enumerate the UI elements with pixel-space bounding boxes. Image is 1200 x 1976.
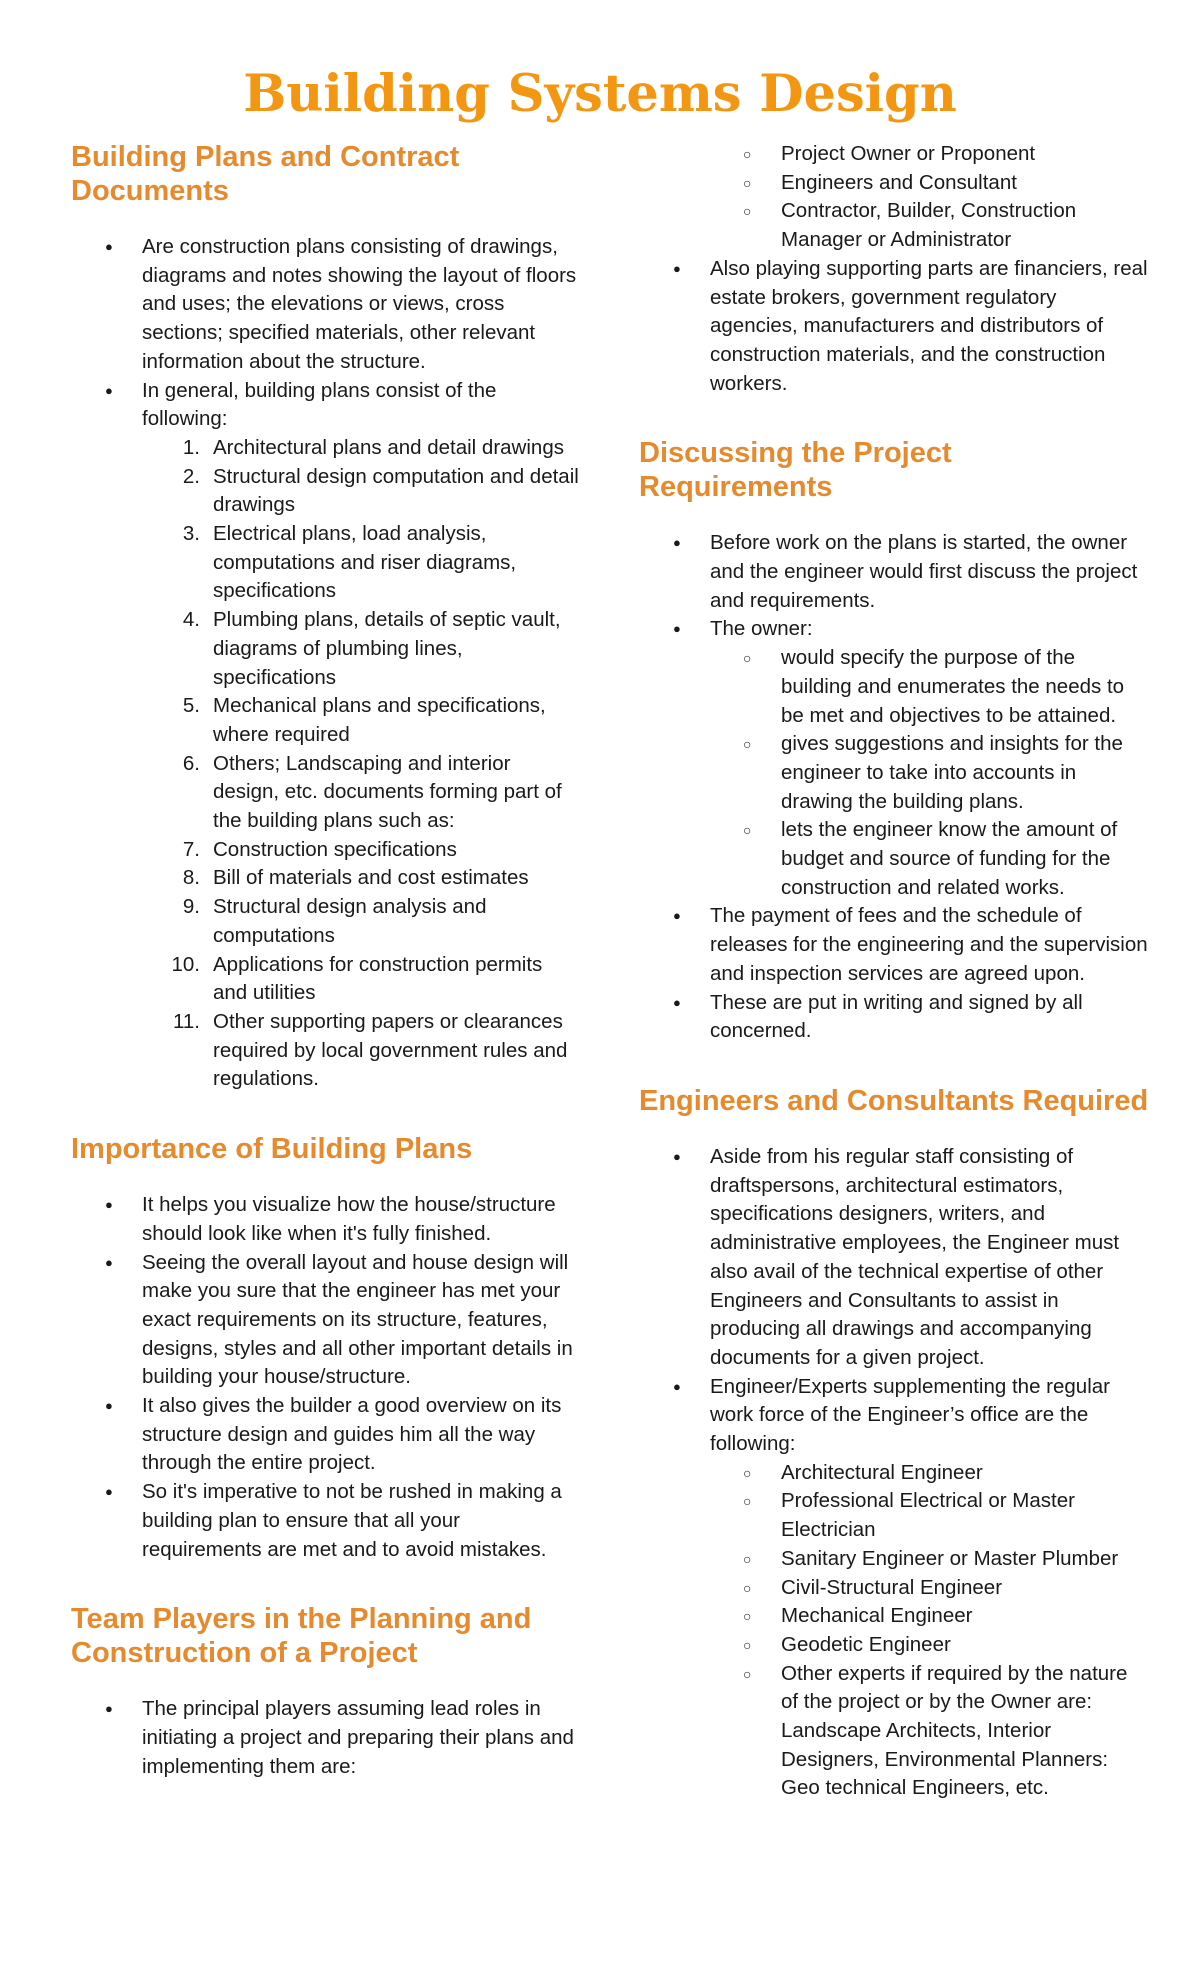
team-players-sublist bbox=[639, 140, 1149, 255]
item-number: 3. bbox=[182, 522, 200, 546]
sub-item: ○ Professional Electrical or Master Electrician bbox=[639, 1487, 1149, 1544]
list-item: ● These are put in writing and signed by all concerned. bbox=[639, 989, 1149, 1046]
requirements-list bbox=[639, 529, 1149, 644]
list-item: ● Aside from his regular staff consisting of draftspersons, architectural estimators, specifications designers, writers, and administrative employees, the Engineer must also avail of the technical expertise of other Engineers and Consultants to assist in producing all drawings and accompanying documents for a given project. bbox=[639, 1143, 1149, 1373]
experts-sublist bbox=[639, 1459, 1149, 1803]
item-number: 2. bbox=[182, 464, 200, 488]
engineers-list bbox=[639, 1143, 1149, 1459]
right-column bbox=[639, 140, 1149, 1803]
sub-item: ○ Engineers and Consultant bbox=[639, 169, 1149, 198]
importance-list bbox=[71, 1191, 581, 1564]
sub-item: ○ Contractor, Builder, Construction Manager or Administrator bbox=[639, 197, 1149, 254]
team-players-list bbox=[71, 1695, 581, 1781]
section-heading-requirements: Discussing the Project Requirements bbox=[639, 437, 952, 504]
list-item: ● Before work on the plans is started, the owner and the engineer would first discuss the project and requirements. bbox=[639, 529, 1149, 615]
list-item: ● Are construction plans consisting of drawings, diagrams and notes showing the layout of floors and uses; the elevations or views, cross sections; specified materials, other relevant information about the structure. bbox=[71, 233, 581, 377]
item-number: 7. bbox=[182, 837, 200, 861]
numbered-item bbox=[71, 750, 581, 836]
item-number: 5. bbox=[182, 694, 200, 718]
numbered-item bbox=[71, 836, 581, 865]
list-item: ● Also playing supporting parts are financiers, real estate brokers, government regulatory agencies, manufacturers and distributors of construction materials, and the construction workers. bbox=[639, 255, 1149, 399]
list-item: ● Engineer/Experts supplementing the regular work force of the Engineer’s office are the following: bbox=[639, 1373, 1149, 1459]
item-text: Other supporting papers or clearances required by local government rules and regulations. bbox=[213, 1009, 568, 1091]
item-number: 6. bbox=[182, 751, 200, 775]
document-title: Building Systems Design bbox=[243, 64, 957, 124]
sub-item: ○ Civil-Structural Engineer bbox=[639, 1574, 1149, 1603]
requirements-list-cont bbox=[639, 902, 1149, 1046]
list-item: ● The payment of fees and the schedule of releases for the engineering and the supervision and inspection services are agreed upon. bbox=[639, 902, 1149, 988]
building-plans-list bbox=[71, 233, 581, 434]
sub-item: ○ Geodetic Engineer bbox=[639, 1631, 1149, 1660]
numbered-item bbox=[71, 434, 581, 463]
list-item: ● It also gives the builder a good overview on its structure design and guides him all the way through the entire project. bbox=[71, 1392, 581, 1478]
list-item: ● It helps you visualize how the house/structure should look like when it's fully finished. bbox=[71, 1191, 581, 1248]
numbered-item bbox=[71, 463, 581, 520]
list-item: ● In general, building plans consist of the following: bbox=[71, 377, 581, 434]
item-number: 1. bbox=[182, 435, 200, 459]
numbered-item bbox=[71, 951, 581, 1008]
item-number: 10. bbox=[171, 952, 200, 976]
item-text: Applications for construction permits and utilities bbox=[213, 952, 543, 1005]
owner-sublist bbox=[639, 644, 1149, 902]
item-number: 8. bbox=[182, 866, 200, 890]
list-item: ● So it's imperative to not be rushed in making a building plan to ensure that all your requirements are met and to avoid mistakes. bbox=[71, 1478, 581, 1564]
left-column bbox=[71, 140, 581, 1781]
numbered-item bbox=[71, 606, 581, 692]
sub-item: ○ Project Owner or Proponent bbox=[639, 140, 1149, 169]
list-item: ● The principal players assuming lead roles in initiating a project and preparing their plans and implementing them are: bbox=[71, 1695, 581, 1781]
item-text: Construction specifications bbox=[213, 837, 457, 861]
section-heading-team-players: Team Players in the Planning and Construction of a Project bbox=[71, 1603, 532, 1670]
item-text: Electrical plans, load analysis, computations and riser diagrams, specifications bbox=[213, 522, 517, 603]
building-plans-numbered-list bbox=[71, 434, 581, 1094]
item-text: Architectural plans and detail drawings bbox=[213, 435, 564, 459]
numbered-item bbox=[71, 520, 581, 606]
section-heading-importance: Importance of Building Plans bbox=[71, 1133, 473, 1166]
numbered-item bbox=[71, 893, 581, 950]
numbered-item bbox=[71, 692, 581, 749]
item-number: 9. bbox=[182, 895, 200, 919]
item-text: Structural design computation and detail drawings bbox=[213, 464, 579, 517]
sub-item: ○ would specify the purpose of the building and enumerates the needs to be met and objectives to be attained. bbox=[639, 644, 1149, 730]
item-text: Mechanical plans and specifications, where required bbox=[213, 694, 546, 746]
section-heading-building-plans: Building Plans and Contract Documents bbox=[71, 141, 460, 207]
list-item: ● Seeing the overall layout and house design will make you sure that the engineer has met your exact requirements on its structure, features, designs, styles and all other important details in building your house/structure. bbox=[71, 1249, 581, 1393]
item-text: Structural design analysis and computations bbox=[213, 895, 487, 947]
section-heading-engineers: Engineers and Consultants Required bbox=[639, 1084, 1149, 1117]
item-number: 4. bbox=[182, 608, 200, 632]
item-text: Plumbing plans, details of septic vault, diagrams of plumbing lines, specifications bbox=[213, 608, 561, 689]
numbered-item bbox=[71, 1008, 581, 1094]
item-text: Bill of materials and cost estimates bbox=[213, 866, 529, 890]
sub-item: ○ Sanitary Engineer or Master Plumber bbox=[639, 1545, 1149, 1574]
sub-item: ○ Mechanical Engineer bbox=[639, 1602, 1149, 1631]
numbered-item bbox=[71, 864, 581, 893]
list-item: ● The owner: bbox=[639, 615, 1149, 644]
sub-item: ○ lets the engineer know the amount of budget and source of funding for the construction and related works. bbox=[639, 816, 1149, 902]
team-players-list-cont bbox=[639, 255, 1149, 399]
item-text: Others; Landscaping and interior design, etc. documents forming part of the building plans such as: bbox=[213, 751, 562, 833]
sub-item: ○ gives suggestions and insights for the engineer to take into accounts in drawing the building plans. bbox=[639, 730, 1149, 816]
sub-item: ○ Architectural Engineer bbox=[639, 1459, 1149, 1488]
sub-item: ○ Other experts if required by the nature of the project or by the Owner are: Landscape Architects, Interior Designers, Environmental Planners: Geo technical Engineers, etc. bbox=[639, 1660, 1149, 1804]
item-number: 11. bbox=[173, 1009, 200, 1033]
